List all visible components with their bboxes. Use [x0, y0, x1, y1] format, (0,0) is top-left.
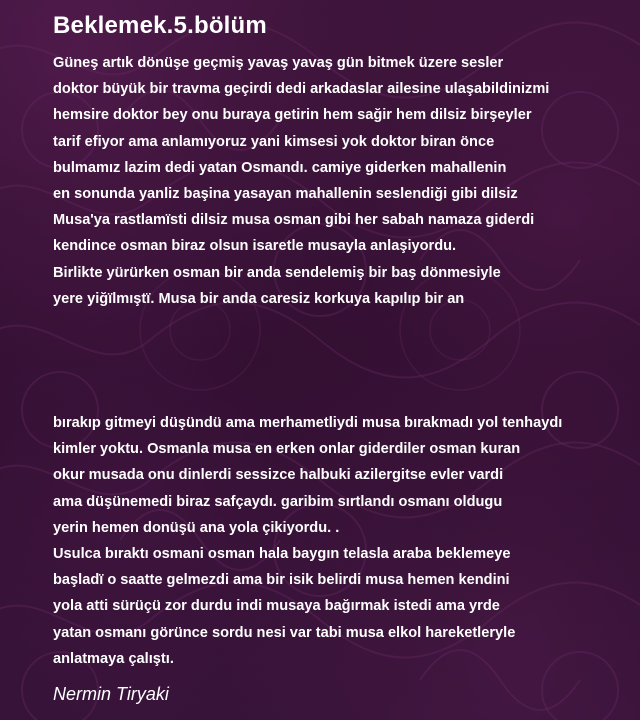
poem-line: okur musada onu dinlerdi sessizce halbuki azilergitse evler vardi [53, 467, 504, 484]
poem-title: Beklemek.5.bölüm [53, 12, 267, 39]
poem-line: ama düşünemedi biraz safçaydı. garibim sırtlandı osmanı oldugu [53, 493, 503, 510]
poem-line: Musa'ya rastlamïsti dilsiz musa osman gibi her sabah namaza giderdi [53, 212, 535, 229]
poem-paragraph-2 [53, 410, 562, 672]
poem-line: Birlikte yürürken osman bir anda sendelemiş bir baş dönmesiyle [53, 264, 501, 281]
poem-line: kimler yoktu. Osmanla musa en erken onlar giderdiler osman kuran [53, 441, 521, 458]
poem-line: yere yiğïlmıştï. Musa bir anda caresiz korkuya kapılıp bir an [53, 290, 465, 307]
poem-line: bulmamız lazim dedi yatan Osmandı. camiye giderken mahallenin [53, 159, 507, 176]
poem-line: anlatmaya çalıştı. [53, 650, 174, 667]
poem-line: doktor büyük bir travma geçirdi dedi arkadaslar ailesine ulaşabildinizmi [53, 81, 550, 98]
poem-line: hemsire doktor bey onu buraya getirin hem sağir hem dilsiz birşeyler [53, 107, 532, 124]
poem-line: yola atti sürüçü zor durdu indi musaya bağırmak istedi ama yrde [53, 598, 500, 615]
poem-line: en sonunda yanliz başina yasayan mahallenin seslendiği gibi dilsiz [53, 185, 518, 202]
poem-line: yerin hemen donüşü ana yola çikiyordu. . [53, 519, 340, 536]
poem-line: kendince osman biraz olsun isaretle musayla anlaşiyordu. [53, 238, 457, 255]
poem-line: Güneş artık dönüşe geçmiş yavaş yavaş gün bitmek üzere sesler [53, 55, 504, 71]
poem-author: Nermin Tiryaki [53, 684, 169, 704]
poem-line: bırakıp gitmeyi düşündü ama merhametliydi musa bırakmadı yol tenhaydı [53, 415, 563, 431]
poem-paragraph-1 [53, 50, 549, 312]
poem-line: Usulca bıraktı osmani osman hala baygın telasla araba beklemeye [53, 545, 511, 562]
poem-line: başladï o saatte gelmezdi ama bir isik belirdi musa hemen kendini [53, 572, 510, 589]
poem-line: yatan osmanı görünce sordu nesi var tabi musa elkol hareketleryle [53, 624, 516, 641]
poem-line: tarif efiyor ama anlamıyoruz yani kimsesi yok doktor biran önce [53, 133, 495, 150]
